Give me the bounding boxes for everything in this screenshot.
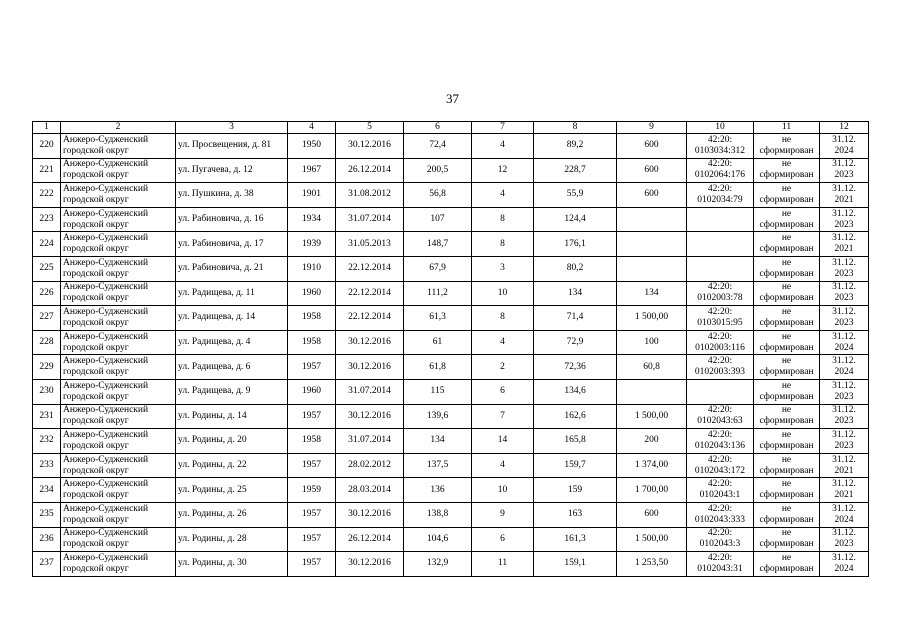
year-built-cell: 1957 (288, 527, 336, 552)
row-number-cell: 224 (33, 232, 61, 257)
land-area-cell (617, 256, 687, 281)
living-area-cell: 162,6 (534, 404, 617, 429)
land-area-cell: 100 (617, 330, 687, 355)
status-cell: не сформирован (754, 207, 820, 232)
address-cell: ул. Радищева, д. 6 (176, 355, 288, 380)
table-row (33, 478, 869, 503)
cadastral-number-cell: 42:20: 0102043:31 (687, 552, 754, 577)
recognition-date-cell: 30.12.2016 (336, 404, 404, 429)
table-row (33, 355, 869, 380)
recognition-date-cell: 28.03.2014 (336, 478, 404, 503)
living-area-cell: 161,3 (534, 527, 617, 552)
deadline-cell: 31.12. 2023 (820, 404, 869, 429)
residents-cell: 6 (472, 379, 534, 404)
address-cell: ул. Родины, д. 30 (176, 552, 288, 577)
total-area-cell: 200,5 (404, 158, 472, 183)
year-built-cell: 1957 (288, 502, 336, 527)
municipality-cell: Анжеро-Судженский городской округ (61, 330, 176, 355)
column-number: 7 (472, 122, 534, 134)
land-area-cell: 200 (617, 429, 687, 454)
table-row (33, 404, 869, 429)
table-row (33, 453, 869, 478)
recognition-date-cell: 30.12.2016 (336, 502, 404, 527)
row-number-cell: 236 (33, 527, 61, 552)
housing-registry-table (32, 121, 869, 577)
status-cell: не сформирован (754, 478, 820, 503)
status-cell: не сформирован (754, 453, 820, 478)
cadastral-number-cell: 42:20: 0102043:63 (687, 404, 754, 429)
table-row (33, 232, 869, 257)
row-number-cell: 221 (33, 158, 61, 183)
land-area-cell: 600 (617, 183, 687, 208)
municipality-cell: Анжеро-Судженский городской округ (61, 478, 176, 503)
year-built-cell: 1958 (288, 330, 336, 355)
year-built-cell: 1960 (288, 281, 336, 306)
table-row (33, 502, 869, 527)
cadastral-number-cell: 42:20: 0102043:136 (687, 429, 754, 454)
table-row (33, 330, 869, 355)
recognition-date-cell: 31.05.2013 (336, 232, 404, 257)
address-cell: ул. Родины, д. 22 (176, 453, 288, 478)
status-cell: не сформирован (754, 306, 820, 331)
cadastral-number-cell: 42:20: 0102064:176 (687, 158, 754, 183)
land-area-cell: 1 500,00 (617, 306, 687, 331)
residents-cell: 12 (472, 158, 534, 183)
residents-cell: 8 (472, 232, 534, 257)
cadastral-number-cell: 42:20: 0102043:333 (687, 502, 754, 527)
living-area-cell: 55,9 (534, 183, 617, 208)
table-row (33, 281, 869, 306)
residents-cell: 8 (472, 306, 534, 331)
living-area-cell: 165,8 (534, 429, 617, 454)
table-row (33, 134, 869, 159)
cadastral-number-cell (687, 207, 754, 232)
column-number-row (33, 122, 869, 134)
table-row (33, 429, 869, 454)
municipality-cell: Анжеро-Судженский городской округ (61, 404, 176, 429)
column-number: 4 (288, 122, 336, 134)
row-number-cell: 228 (33, 330, 61, 355)
row-number-cell: 237 (33, 552, 61, 577)
cadastral-number-cell: 42:20: 0102003:116 (687, 330, 754, 355)
residents-cell: 3 (472, 256, 534, 281)
address-cell: ул. Пугачева, д. 12 (176, 158, 288, 183)
row-number-cell: 230 (33, 379, 61, 404)
status-cell: не сформирован (754, 404, 820, 429)
recognition-date-cell: 30.12.2016 (336, 355, 404, 380)
year-built-cell: 1939 (288, 232, 336, 257)
municipality-cell: Анжеро-Судженский городской округ (61, 232, 176, 257)
row-number-cell: 220 (33, 134, 61, 159)
living-area-cell: 134 (534, 281, 617, 306)
recognition-date-cell: 22.12.2014 (336, 256, 404, 281)
cadastral-number-cell: 42:20: 0102003:393 (687, 355, 754, 380)
address-cell: ул. Родины, д. 20 (176, 429, 288, 454)
recognition-date-cell: 30.12.2016 (336, 552, 404, 577)
recognition-date-cell: 31.07.2014 (336, 207, 404, 232)
land-area-cell: 600 (617, 158, 687, 183)
column-number: 3 (176, 122, 288, 134)
address-cell: ул. Родины, д. 28 (176, 527, 288, 552)
living-area-cell: 71,4 (534, 306, 617, 331)
deadline-cell: 31.12. 2023 (820, 256, 869, 281)
cadastral-number-cell: 42:20: 0103034:312 (687, 134, 754, 159)
living-area-cell: 159,7 (534, 453, 617, 478)
living-area-cell: 80,2 (534, 256, 617, 281)
year-built-cell: 1957 (288, 552, 336, 577)
municipality-cell: Анжеро-Судженский городской округ (61, 134, 176, 159)
cadastral-number-cell: 42:20: 0102043:3 (687, 527, 754, 552)
year-built-cell: 1957 (288, 453, 336, 478)
land-area-cell: 1 374,00 (617, 453, 687, 478)
total-area-cell: 56,8 (404, 183, 472, 208)
land-area-cell (617, 207, 687, 232)
table-row (33, 527, 869, 552)
land-area-cell (617, 379, 687, 404)
table-row (33, 306, 869, 331)
total-area-cell: 107 (404, 207, 472, 232)
column-number: 11 (754, 122, 820, 134)
status-cell: не сформирован (754, 429, 820, 454)
municipality-cell: Анжеро-Судженский городской округ (61, 306, 176, 331)
living-area-cell: 72,36 (534, 355, 617, 380)
residents-cell: 4 (472, 453, 534, 478)
column-number: 10 (687, 122, 754, 134)
row-number-cell: 226 (33, 281, 61, 306)
address-cell: ул. Просвещения, д. 81 (176, 134, 288, 159)
recognition-date-cell: 26.12.2014 (336, 158, 404, 183)
year-built-cell: 1957 (288, 355, 336, 380)
deadline-cell: 31.12. 2023 (820, 527, 869, 552)
row-number-cell: 234 (33, 478, 61, 503)
cadastral-number-cell: 42:20: 0102034:79 (687, 183, 754, 208)
status-cell: не сформирован (754, 183, 820, 208)
total-area-cell: 61 (404, 330, 472, 355)
land-area-cell: 1 700,00 (617, 478, 687, 503)
recognition-date-cell: 26.12.2014 (336, 527, 404, 552)
year-built-cell: 1950 (288, 134, 336, 159)
land-area-cell: 600 (617, 502, 687, 527)
status-cell: не сформирован (754, 134, 820, 159)
recognition-date-cell: 31.07.2014 (336, 429, 404, 454)
row-number-cell: 223 (33, 207, 61, 232)
row-number-cell: 231 (33, 404, 61, 429)
year-built-cell: 1957 (288, 404, 336, 429)
total-area-cell: 137,5 (404, 453, 472, 478)
status-cell: не сформирован (754, 502, 820, 527)
living-area-cell: 89,2 (534, 134, 617, 159)
deadline-cell: 31.12. 2024 (820, 355, 869, 380)
cadastral-number-cell (687, 232, 754, 257)
status-cell: не сформирован (754, 552, 820, 577)
total-area-cell: 132,9 (404, 552, 472, 577)
living-area-cell: 228,7 (534, 158, 617, 183)
deadline-cell: 31.12. 2021 (820, 183, 869, 208)
total-area-cell: 104,6 (404, 527, 472, 552)
row-number-cell: 222 (33, 183, 61, 208)
address-cell: ул. Рабиновича, д. 16 (176, 207, 288, 232)
municipality-cell: Анжеро-Судженский городской округ (61, 552, 176, 577)
total-area-cell: 148,7 (404, 232, 472, 257)
address-cell: ул. Родины, д. 14 (176, 404, 288, 429)
deadline-cell: 31.12. 2023 (820, 429, 869, 454)
table-row (33, 256, 869, 281)
deadline-cell: 31.12. 2021 (820, 232, 869, 257)
residents-cell: 11 (472, 552, 534, 577)
total-area-cell: 61,8 (404, 355, 472, 380)
row-number-cell: 233 (33, 453, 61, 478)
year-built-cell: 1901 (288, 183, 336, 208)
deadline-cell: 31.12. 2024 (820, 330, 869, 355)
municipality-cell: Анжеро-Судженский городской округ (61, 429, 176, 454)
cadastral-number-cell: 42:20: 0102003:78 (687, 281, 754, 306)
municipality-cell: Анжеро-Судженский городской округ (61, 207, 176, 232)
year-built-cell: 1910 (288, 256, 336, 281)
status-cell: не сформирован (754, 527, 820, 552)
municipality-cell: Анжеро-Судженский городской округ (61, 355, 176, 380)
living-area-cell: 72,9 (534, 330, 617, 355)
land-area-cell: 134 (617, 281, 687, 306)
municipality-cell: Анжеро-Судженский городской округ (61, 453, 176, 478)
total-area-cell: 67,9 (404, 256, 472, 281)
status-cell: не сформирован (754, 256, 820, 281)
living-area-cell: 163 (534, 502, 617, 527)
column-number: 9 (617, 122, 687, 134)
residents-cell: 9 (472, 502, 534, 527)
deadline-cell: 31.12. 2023 (820, 379, 869, 404)
living-area-cell: 124,4 (534, 207, 617, 232)
row-number-cell: 232 (33, 429, 61, 454)
residents-cell: 4 (472, 330, 534, 355)
land-area-cell: 600 (617, 134, 687, 159)
municipality-cell: Анжеро-Судженский городской округ (61, 527, 176, 552)
status-cell: не сформирован (754, 379, 820, 404)
deadline-cell: 31.12. 2023 (820, 158, 869, 183)
residents-cell: 4 (472, 183, 534, 208)
column-number: 6 (404, 122, 472, 134)
total-area-cell: 115 (404, 379, 472, 404)
year-built-cell: 1959 (288, 478, 336, 503)
cadastral-number-cell: 42:20: 0102043:172 (687, 453, 754, 478)
cadastral-number-cell (687, 256, 754, 281)
column-number: 2 (61, 122, 176, 134)
column-number: 1 (33, 122, 61, 134)
residents-cell: 14 (472, 429, 534, 454)
land-area-cell: 1 500,00 (617, 527, 687, 552)
cadastral-number-cell: 42:20: 0102043:1 (687, 478, 754, 503)
year-built-cell: 1958 (288, 306, 336, 331)
residents-cell: 10 (472, 281, 534, 306)
year-built-cell: 1958 (288, 429, 336, 454)
deadline-cell: 31.12. 2024 (820, 502, 869, 527)
living-area-cell: 134,6 (534, 379, 617, 404)
status-cell: не сформирован (754, 232, 820, 257)
column-number: 5 (336, 122, 404, 134)
residents-cell: 6 (472, 527, 534, 552)
table-row (33, 552, 869, 577)
residents-cell: 4 (472, 134, 534, 159)
living-area-cell: 159 (534, 478, 617, 503)
address-cell: ул. Родины, д. 26 (176, 502, 288, 527)
row-number-cell: 235 (33, 502, 61, 527)
total-area-cell: 134 (404, 429, 472, 454)
deadline-cell: 31.12. 2021 (820, 453, 869, 478)
deadline-cell: 31.12. 2023 (820, 281, 869, 306)
address-cell: ул. Пушкина, д. 38 (176, 183, 288, 208)
row-number-cell: 227 (33, 306, 61, 331)
total-area-cell: 111,2 (404, 281, 472, 306)
status-cell: не сформирован (754, 355, 820, 380)
municipality-cell: Анжеро-Судженский городской округ (61, 281, 176, 306)
year-built-cell: 1934 (288, 207, 336, 232)
deadline-cell: 31.12. 2023 (820, 306, 869, 331)
total-area-cell: 72,4 (404, 134, 472, 159)
municipality-cell: Анжеро-Судженский городской округ (61, 379, 176, 404)
recognition-date-cell: 22.12.2014 (336, 281, 404, 306)
land-area-cell: 1 500,00 (617, 404, 687, 429)
status-cell: не сформирован (754, 330, 820, 355)
column-number: 12 (820, 122, 869, 134)
residents-cell: 7 (472, 404, 534, 429)
municipality-cell: Анжеро-Судженский городской округ (61, 158, 176, 183)
residents-cell: 8 (472, 207, 534, 232)
deadline-cell: 31.12. 2023 (820, 207, 869, 232)
address-cell: ул. Радищева, д. 9 (176, 379, 288, 404)
year-built-cell: 1967 (288, 158, 336, 183)
land-area-cell (617, 232, 687, 257)
deadline-cell: 31.12. 2021 (820, 478, 869, 503)
cadastral-number-cell (687, 379, 754, 404)
recognition-date-cell: 30.12.2016 (336, 134, 404, 159)
deadline-cell: 31.12. 2024 (820, 552, 869, 577)
table-row (33, 207, 869, 232)
recognition-date-cell: 30.12.2016 (336, 330, 404, 355)
table-row (33, 379, 869, 404)
address-cell: ул. Родины, д. 25 (176, 478, 288, 503)
address-cell: ул. Радищева, д. 4 (176, 330, 288, 355)
table-row (33, 183, 869, 208)
land-area-cell: 1 253,50 (617, 552, 687, 577)
recognition-date-cell: 22.12.2014 (336, 306, 404, 331)
total-area-cell: 61,3 (404, 306, 472, 331)
table-row (33, 158, 869, 183)
total-area-cell: 136 (404, 478, 472, 503)
row-number-cell: 229 (33, 355, 61, 380)
cadastral-number-cell: 42:20: 0103015:95 (687, 306, 754, 331)
year-built-cell: 1960 (288, 379, 336, 404)
status-cell: не сформирован (754, 158, 820, 183)
address-cell: ул. Рабиновича, д. 21 (176, 256, 288, 281)
recognition-date-cell: 31.07.2014 (336, 379, 404, 404)
address-cell: ул. Радищева, д. 14 (176, 306, 288, 331)
land-area-cell: 60,8 (617, 355, 687, 380)
municipality-cell: Анжеро-Судженский городской округ (61, 183, 176, 208)
total-area-cell: 138,8 (404, 502, 472, 527)
living-area-cell: 159,1 (534, 552, 617, 577)
total-area-cell: 139,6 (404, 404, 472, 429)
recognition-date-cell: 28.02.2012 (336, 453, 404, 478)
residents-cell: 10 (472, 478, 534, 503)
column-number: 8 (534, 122, 617, 134)
recognition-date-cell: 31.08.2012 (336, 183, 404, 208)
deadline-cell: 31.12. 2024 (820, 134, 869, 159)
page-number: 37 (446, 91, 459, 106)
address-cell: ул. Радищева, д. 11 (176, 281, 288, 306)
residents-cell: 2 (472, 355, 534, 380)
address-cell: ул. Рабиновича, д. 17 (176, 232, 288, 257)
status-cell: не сформирован (754, 281, 820, 306)
municipality-cell: Анжеро-Судженский городской округ (61, 256, 176, 281)
row-number-cell: 225 (33, 256, 61, 281)
living-area-cell: 176,1 (534, 232, 617, 257)
municipality-cell: Анжеро-Судженский городской округ (61, 502, 176, 527)
